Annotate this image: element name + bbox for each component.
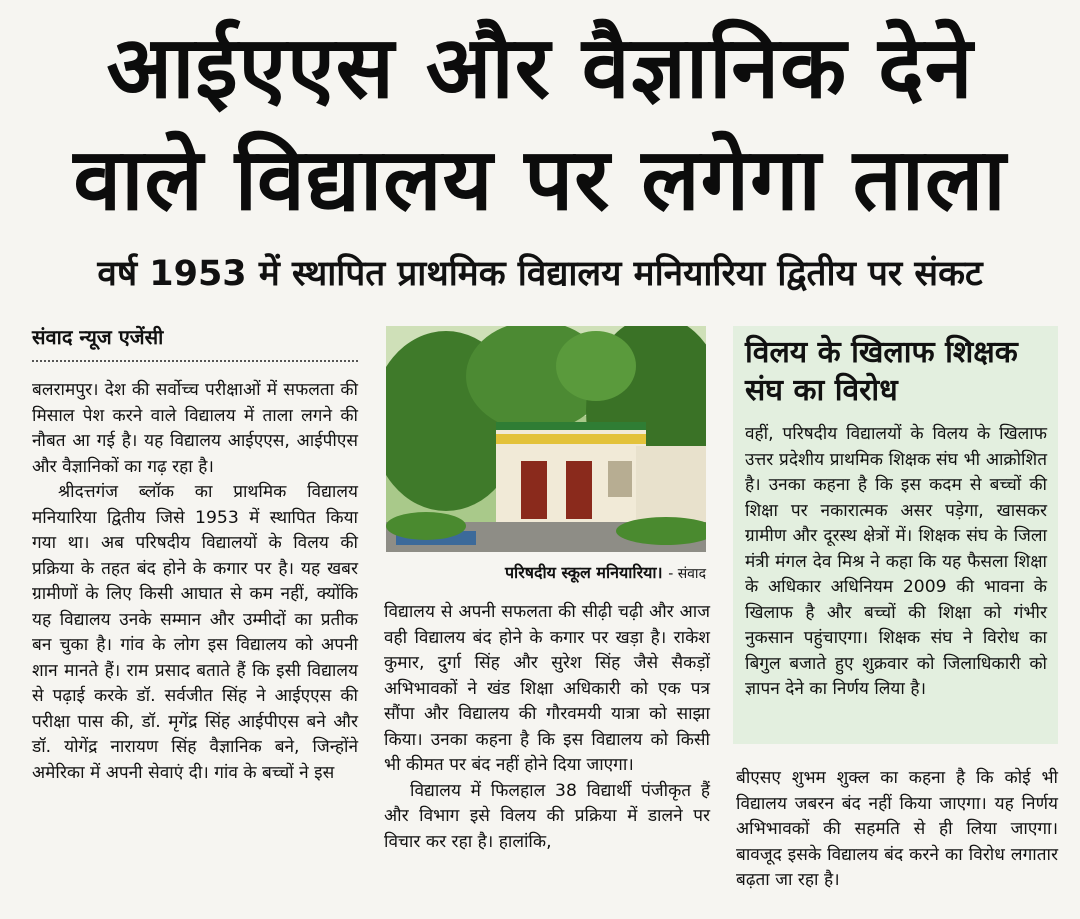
article-column-4: [736, 766, 1058, 894]
article-column-2: [384, 600, 710, 855]
school-building-image: [386, 326, 706, 552]
photo-credit: - संवाद: [668, 566, 706, 582]
sidebar-title: विलय के खिलाफ शिक्षक संघ का विरोध: [745, 335, 1018, 408]
article-paragraph: श्रीदत्तगंज ब्लॉक का प्राथमिक विद्यालय मनियारिया द्वितीय जिसे 1953 में स्थापित किया गया था। अब परिषदीय विद्यालयों के विलय की प्रक्रिया के तहत बंद होने के कगार पर है। यह खबर ग्रामीणों के लिए किसी आघात से कम नहीं, क्योंकि यह विद्यालय उनके सम्मान और उम्मीदों का प्रतीक बन चुका है। गांव के लोग इस विद्यालय को अपनी शान मानते हैं। राम प्रसाद बताते हैं कि इसी विद्यालय से पढ़ाई करके डॉ. सर्वजीत सिंह ने आईएएस की परीक्षा पास की, डॉ. मृगेंद्र सिंह आईपीएस बने और डॉ. योगेंद्र नारायण सिंह वैज्ञानिक बने, जिन्होंने अमेरिका में अपनी सेवाएं दी। गांव के बच्चों ने इस: [32, 482, 358, 783]
sidebar-body: वहीं, परिषदीय विद्यालयों के विलय के खिलाफ उत्तर प्रदेशीय प्राथमिक शिक्षक संघ भी आक्रोशित है। उनका कहना है कि इस कदम से बच्चों की शिक्षा पर नकारात्मक असर पड़ेगा, खासकर ग्रामीण और दूरस्थ क्षेत्रों में। शिक्षक संघ के जिला मंत्री मंगल देव मिश्र ने कहा कि यह फैसला शिक्षा के अधिकार अधिनियम 2009 की भावना के खिलाफ है और बच्चों की शिक्षा को गंभीर नुकसान पहुंचाएगा। शिक्षक संघ ने विरोध का बिगुल बजाते हुए शुक्रवार को जिलाधिकारी को ज्ञापन देने का निर्णय लिया है।: [745, 424, 1047, 699]
article-column-1: [32, 378, 358, 786]
byline: संवाद न्यूज एजेंसी: [32, 320, 358, 362]
photo-caption-text: परिषदीय स्कूल मनियारिया।: [504, 563, 663, 582]
article-paragraph: विद्यालय में फिलहाल 38 विद्यार्थी पंजीकृत हैं और विभाग इसे विलय की प्रक्रिया में डालने पर विचार कर रहा है। हालांकि,: [384, 780, 710, 852]
article-paragraph: बीएसए शुभम शुक्ल का कहना है कि कोई भी विद्यालय जबरन बंद नहीं किया जाएगा। यह निर्णय अभिभावकों की सहमति से ही लिया जाएगा। बावजूद इसके विद्यालय बंद करने का विरोध लगातार बढ़ता जा रहा है।: [736, 768, 1058, 890]
photo-caption: [386, 560, 706, 587]
headline-line-1: आईएएस और वैज्ञानिक देने: [106, 18, 974, 118]
article-paragraph: बलरामपुर। देश की सर्वोच्च परीक्षाओं में सफलता की मिसाल पेश करने वाले विद्यालय में ताला लगने की नौबत आ गई है। यह विद्यालय आईएएस, आईपीएस और वैज्ञानिकों का गढ़ रहा है।: [32, 380, 358, 477]
headline-line-2: वाले विद्यालय पर लगेगा ताला: [73, 130, 1007, 230]
subheadline: वर्ष 1953 में स्थापित प्राथमिक विद्यालय मनियारिया द्वितीय पर संकट: [97, 254, 983, 294]
article-paragraph: विद्यालय से अपनी सफलता की सीढ़ी चढ़ी और आज वही विद्यालय बंद होने के कगार पर खड़ा है। राकेश कुमार, दुर्गा सिंह और सुरेश सिंह जैसे सैकड़ों अभिभावकों ने खंड शिक्षा अधिकारी को एक पत्र सौंपा और विद्यालय की गौरवमयी यात्रा को साझा किया। उनका कहना है कि इस विद्यालय को किसी भी कीमत पर बंद नहीं होने दिया जाएगा।: [384, 602, 710, 775]
school-photo: [386, 326, 706, 552]
sidebar-box: [733, 326, 1058, 744]
